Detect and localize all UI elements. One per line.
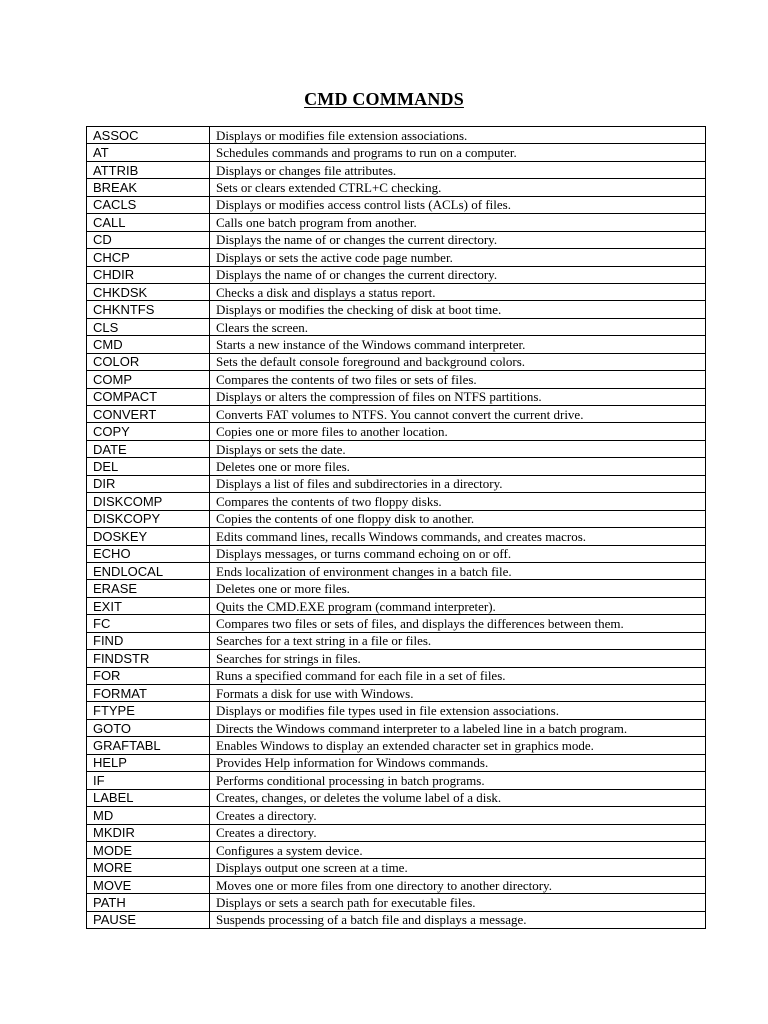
table-row: [87, 754, 706, 771]
command-description-cell: Creates, changes, or deletes the volume label of a disk.: [210, 789, 706, 806]
command-description-cell: Creates a directory.: [210, 824, 706, 841]
command-name-cell: FC: [87, 615, 210, 632]
command-description-cell: Performs conditional processing in batch programs.: [210, 772, 706, 789]
command-name-cell: FOR: [87, 667, 210, 684]
command-description-cell: Quits the CMD.EXE program (command interpreter).: [210, 597, 706, 614]
command-name-cell: DEL: [87, 458, 210, 475]
table-row: [87, 161, 706, 178]
command-description-cell: Displays or modifies file extension associations.: [210, 127, 706, 144]
command-name-cell: CACLS: [87, 196, 210, 213]
command-description-cell: Compares the contents of two floppy disks.: [210, 493, 706, 510]
command-name-cell: IF: [87, 772, 210, 789]
command-description-cell: Deletes one or more files.: [210, 580, 706, 597]
table-row: [87, 283, 706, 300]
table-row: [87, 650, 706, 667]
command-description-cell: Displays the name of or changes the current directory.: [210, 231, 706, 248]
table-row: [87, 510, 706, 527]
command-name-cell: DATE: [87, 440, 210, 457]
command-description-cell: Directs the Windows command interpreter to a labeled line in a batch program.: [210, 719, 706, 736]
command-description-cell: Compares two files or sets of files, and displays the differences between them.: [210, 615, 706, 632]
table-row: [87, 249, 706, 266]
page-title: CMD COMMANDS: [304, 89, 464, 109]
command-name-cell: CD: [87, 231, 210, 248]
table-row: [87, 772, 706, 789]
table-row: [87, 545, 706, 562]
command-description-cell: Copies the contents of one floppy disk to another.: [210, 510, 706, 527]
table-row: [87, 423, 706, 440]
command-description-cell: Displays or sets a search path for executable files.: [210, 894, 706, 911]
command-description-cell: Displays or sets the date.: [210, 440, 706, 457]
command-description-cell: Displays or modifies access control lists (ACLs) of files.: [210, 196, 706, 213]
commands-table-body: [87, 127, 706, 929]
command-description-cell: Displays or alters the compression of files on NTFS partitions.: [210, 388, 706, 405]
command-description-cell: Displays or modifies the checking of disk at boot time.: [210, 301, 706, 318]
command-name-cell: HELP: [87, 754, 210, 771]
table-row: [87, 528, 706, 545]
table-row: [87, 440, 706, 457]
table-row: [87, 144, 706, 161]
command-description-cell: Configures a system device.: [210, 841, 706, 858]
command-name-cell: AT: [87, 144, 210, 161]
command-name-cell: DISKCOMP: [87, 493, 210, 510]
table-row: [87, 859, 706, 876]
command-name-cell: ASSOC: [87, 127, 210, 144]
command-name-cell: COMP: [87, 371, 210, 388]
command-description-cell: Searches for strings in files.: [210, 650, 706, 667]
table-row: [87, 597, 706, 614]
table-row: [87, 667, 706, 684]
command-description-cell: Displays a list of files and subdirectories in a directory.: [210, 475, 706, 492]
command-description-cell: Calls one batch program from another.: [210, 214, 706, 231]
command-name-cell: CALL: [87, 214, 210, 231]
command-description-cell: Displays messages, or turns command echoing on or off.: [210, 545, 706, 562]
table-row: [87, 824, 706, 841]
command-description-cell: Converts FAT volumes to NTFS. You cannot convert the current drive.: [210, 406, 706, 423]
command-name-cell: CHKNTFS: [87, 301, 210, 318]
table-row: [87, 318, 706, 335]
command-name-cell: FINDSTR: [87, 650, 210, 667]
table-row: [87, 266, 706, 283]
command-name-cell: LABEL: [87, 789, 210, 806]
table-row: [87, 179, 706, 196]
command-description-cell: Checks a disk and displays a status report.: [210, 283, 706, 300]
command-name-cell: ENDLOCAL: [87, 562, 210, 579]
table-row: [87, 127, 706, 144]
command-name-cell: FIND: [87, 632, 210, 649]
command-name-cell: BREAK: [87, 179, 210, 196]
table-row: [87, 388, 706, 405]
command-description-cell: Compares the contents of two files or sets of files.: [210, 371, 706, 388]
command-name-cell: CHDIR: [87, 266, 210, 283]
command-name-cell: ECHO: [87, 545, 210, 562]
command-description-cell: Sets or clears extended CTRL+C checking.: [210, 179, 706, 196]
table-row: [87, 562, 706, 579]
command-name-cell: MODE: [87, 841, 210, 858]
command-description-cell: Clears the screen.: [210, 318, 706, 335]
table-row: [87, 807, 706, 824]
command-name-cell: PATH: [87, 894, 210, 911]
command-description-cell: Displays the name of or changes the current directory.: [210, 266, 706, 283]
command-name-cell: MD: [87, 807, 210, 824]
command-name-cell: COPY: [87, 423, 210, 440]
command-name-cell: ERASE: [87, 580, 210, 597]
command-name-cell: EXIT: [87, 597, 210, 614]
command-description-cell: Ends localization of environment changes in a batch file.: [210, 562, 706, 579]
table-row: [87, 615, 706, 632]
command-description-cell: Formats a disk for use with Windows.: [210, 685, 706, 702]
table-row: [87, 876, 706, 893]
command-name-cell: MKDIR: [87, 824, 210, 841]
table-row: [87, 406, 706, 423]
command-name-cell: CHCP: [87, 249, 210, 266]
command-description-cell: Copies one or more files to another location.: [210, 423, 706, 440]
command-name-cell: GOTO: [87, 719, 210, 736]
command-description-cell: Displays or modifies file types used in file extension associations.: [210, 702, 706, 719]
table-row: [87, 493, 706, 510]
command-name-cell: COLOR: [87, 353, 210, 370]
command-description-cell: Enables Windows to display an extended character set in graphics mode.: [210, 737, 706, 754]
table-row: [87, 911, 706, 928]
command-name-cell: DIR: [87, 475, 210, 492]
command-description-cell: Displays or sets the active code page number.: [210, 249, 706, 266]
command-name-cell: MORE: [87, 859, 210, 876]
table-row: [87, 475, 706, 492]
command-name-cell: PAUSE: [87, 911, 210, 928]
command-description-cell: Edits command lines, recalls Windows commands, and creates macros.: [210, 528, 706, 545]
table-row: [87, 231, 706, 248]
table-row: [87, 458, 706, 475]
command-name-cell: COMPACT: [87, 388, 210, 405]
command-description-cell: Runs a specified command for each file in a set of files.: [210, 667, 706, 684]
table-row: [87, 789, 706, 806]
table-row: [87, 214, 706, 231]
command-name-cell: DISKCOPY: [87, 510, 210, 527]
table-row: [87, 196, 706, 213]
table-row: [87, 702, 706, 719]
table-row: [87, 336, 706, 353]
command-description-cell: Schedules commands and programs to run on a computer.: [210, 144, 706, 161]
command-description-cell: Displays output one screen at a time.: [210, 859, 706, 876]
table-row: [87, 894, 706, 911]
command-name-cell: MOVE: [87, 876, 210, 893]
command-name-cell: CMD: [87, 336, 210, 353]
table-row: [87, 685, 706, 702]
table-row: [87, 353, 706, 370]
command-name-cell: CHKDSK: [87, 283, 210, 300]
command-description-cell: Moves one or more files from one directory to another directory.: [210, 876, 706, 893]
command-description-cell: Suspends processing of a batch file and displays a message.: [210, 911, 706, 928]
command-description-cell: Creates a directory.: [210, 807, 706, 824]
table-row: [87, 737, 706, 754]
command-description-cell: Deletes one or more files.: [210, 458, 706, 475]
table-row: [87, 719, 706, 736]
table-row: [87, 841, 706, 858]
command-name-cell: GRAFTABL: [87, 737, 210, 754]
command-name-cell: CLS: [87, 318, 210, 335]
command-description-cell: Displays or changes file attributes.: [210, 161, 706, 178]
command-name-cell: FTYPE: [87, 702, 210, 719]
command-name-cell: FORMAT: [87, 685, 210, 702]
command-name-cell: DOSKEY: [87, 528, 210, 545]
table-row: [87, 371, 706, 388]
command-name-cell: CONVERT: [87, 406, 210, 423]
table-row: [87, 301, 706, 318]
commands-table: [86, 126, 706, 929]
table-row: [87, 632, 706, 649]
command-description-cell: Sets the default console foreground and background colors.: [210, 353, 706, 370]
command-description-cell: Provides Help information for Windows commands.: [210, 754, 706, 771]
command-name-cell: ATTRIB: [87, 161, 210, 178]
command-description-cell: Starts a new instance of the Windows command interpreter.: [210, 336, 706, 353]
command-description-cell: Searches for a text string in a file or files.: [210, 632, 706, 649]
table-row: [87, 580, 706, 597]
